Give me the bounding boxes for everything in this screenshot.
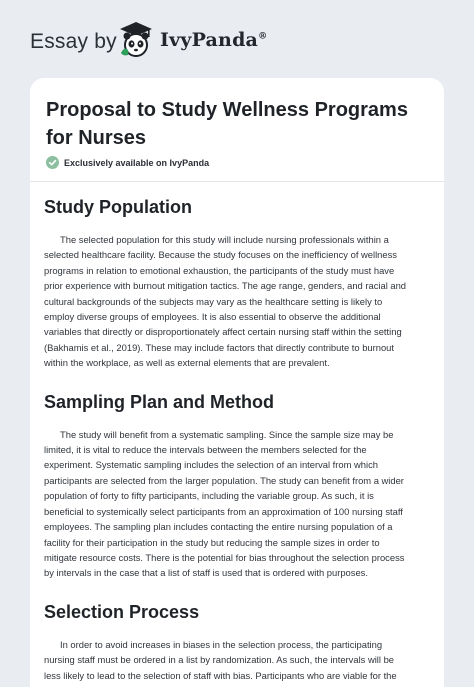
- check-circle-icon: [46, 156, 59, 169]
- section-paragraph: [44, 427, 430, 581]
- essay-card: [30, 78, 444, 687]
- brand-text: IvyPanda: [160, 29, 259, 51]
- paragraph-line: within the workplace, as well as external elements that are prevalent.: [44, 357, 330, 369]
- title-line: for Nurses: [46, 127, 147, 149]
- section-heading: Study Population: [44, 197, 192, 217]
- article-content: [44, 192, 430, 683]
- paragraph-line: The study will benefit from a systematic sampling. Since the sample size may be: [60, 428, 394, 440]
- paragraph-line: facility for their participation in the study but reducing the sample sizes in order to: [44, 536, 380, 548]
- paragraph-line: employ diverse groups of employees. It is also essential to observe the additional: [44, 311, 381, 323]
- paragraph-line: prior experience with burnout mitigation tactics. The age range, genders, and racial and: [44, 280, 407, 292]
- paragraph-line: The selected population for this study will include nursing professionals within a: [60, 234, 389, 245]
- paragraph-line: nursing staff must be ordered in a list by randomization. As such, the intervals will be: [44, 654, 395, 666]
- section-heading: Selection Process: [44, 601, 200, 622]
- paragraph-line: by intervals in the case that a list of staff is used that is ordered with purposes.: [44, 567, 368, 579]
- paragraph-line: programs in relation to emotional exhaustion, the participants of the study must have: [44, 264, 395, 276]
- paragraph-line: employees. The sampling plan includes contacting the entire nursing population of a: [44, 521, 393, 533]
- paragraph-line: cultural backgrounds of the subjects may vary as the healthcare setting is likely to: [44, 295, 383, 307]
- ivypanda-brand-name[interactable]: [160, 29, 267, 51]
- section-heading: Sampling Plan and Method: [44, 391, 275, 412]
- divider: [30, 181, 444, 182]
- section-paragraph: [44, 232, 430, 371]
- registered-mark: ®: [258, 31, 268, 42]
- essay-by-label: Essay by: [30, 30, 117, 53]
- paragraph-line: experiment. Systematic sampling includes the selection of an interval from which: [44, 459, 379, 471]
- paragraph-line: (Bakhamis et al., 2019). These may include factors that directly contribute to burnout: [44, 341, 395, 353]
- paragraph-line: less likely to lead to the selection of staff with bias. Participants who are viable for the: [44, 669, 397, 681]
- exclusive-badge-text: Exclusively available on IvyPanda: [64, 157, 210, 168]
- paragraph-line: In order to avoid increases in biases in the selection process, the participating: [60, 638, 383, 650]
- paragraph-line: participants are selected from the larger population. The study can benefit from a wider: [44, 474, 404, 486]
- top-bar: [0, 0, 474, 78]
- section-paragraph: [44, 637, 430, 683]
- paragraph-line: mitigate resource costs. There is the potential for bias throughout the selection process: [44, 551, 405, 563]
- title-line: Proposal to Study Wellness Programs: [46, 99, 408, 121]
- paragraph-line: population of forty to fifty participants, including the variable group. As such, it is: [44, 490, 374, 502]
- paragraph-line: beneficial to systemically select participants from an approximation of 100 nursing staff: [44, 505, 403, 517]
- exclusive-badge: [46, 156, 209, 169]
- paragraph-line: variables that directly or disproportionately affect certain nursing staff within the setting: [44, 326, 402, 338]
- ivypanda-logo-icon[interactable]: [118, 20, 154, 60]
- paragraph-line: limited, it is vital to reduce the intervals between the members selected for the: [44, 444, 367, 456]
- paragraph-line: selected healthcare facility. Because the study focuses on the inefficiency of wellness: [44, 249, 397, 261]
- page-title: [46, 96, 430, 152]
